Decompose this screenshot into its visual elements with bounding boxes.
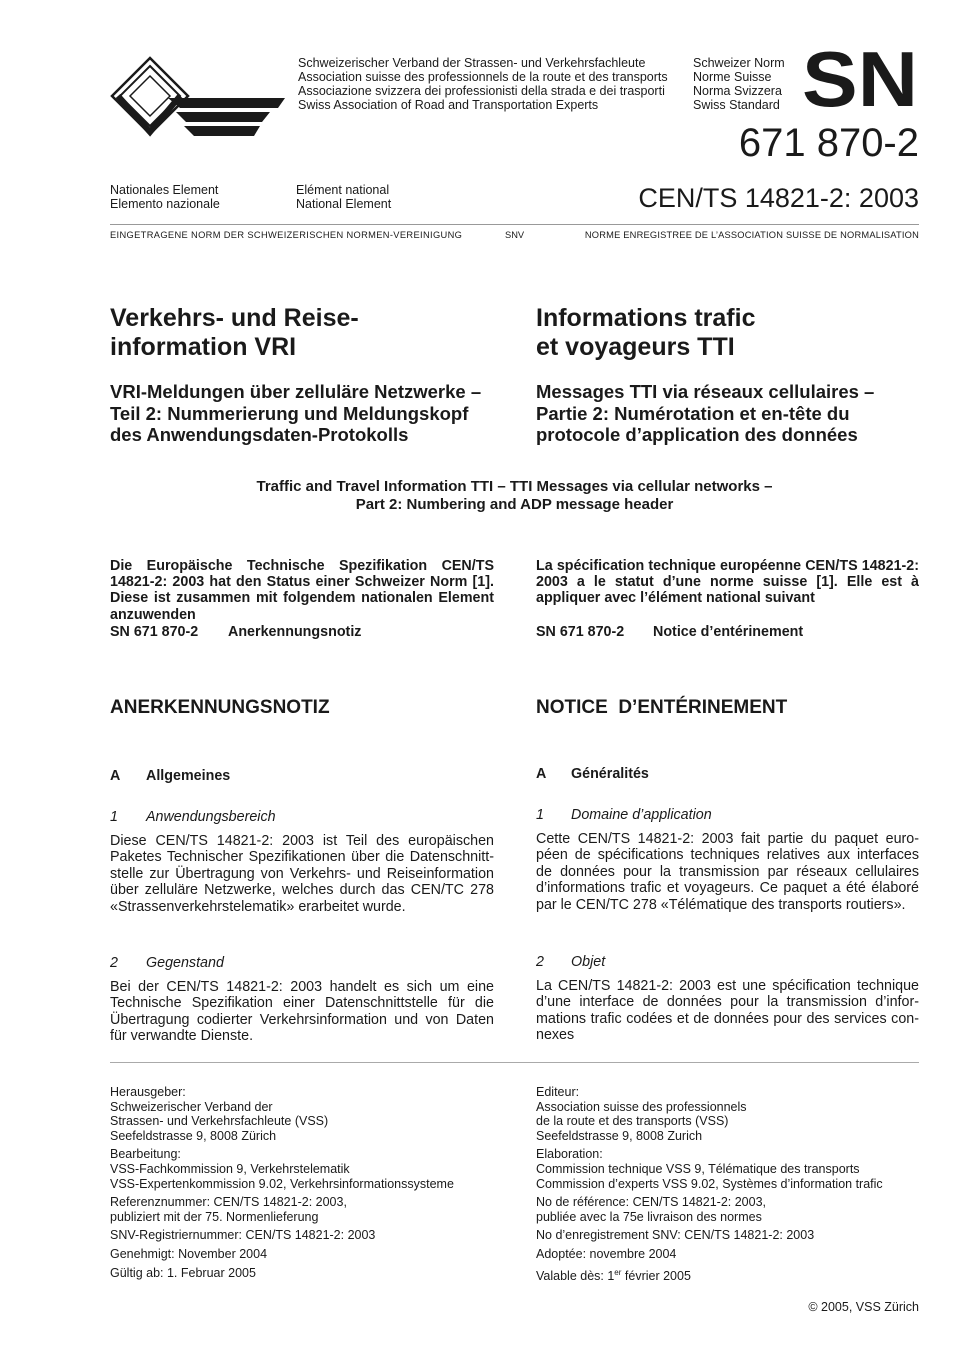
subsection-title: Objet (571, 954, 606, 970)
copyright: © 2005, VSS Zürich (808, 1300, 919, 1314)
registry-right: NORME ENREGISTREE DE L’ASSOCIATION SUISSE DE NORMALISATION (584, 230, 919, 240)
element-label: Elemento nazionale (110, 197, 220, 211)
subtitle-line: VRI-Meldungen über zelluläre Netzwerke – (110, 381, 482, 402)
paragraph-1-de: Diese CEN/TS 14821-2: 2003 ist Teil des europäischen Paketes Technischer Spezifikationen über die Datenschnitt-stelle zur Übertragung von Verkehrs- und Reiseinformation über zelluläre Netzwerke, welches durch das CEN/TC 278 «Strassenverkehrstelematik» erarbeitet wurde. (110, 833, 494, 915)
footer-line: Commission technique VSS 9, Télématique des transports (536, 1161, 860, 1176)
norm-line: Swiss Standard (693, 98, 780, 112)
national-element-fr (296, 183, 391, 211)
footer-group (536, 1085, 883, 1143)
title-en (110, 478, 919, 514)
title-en-line: Part 2: Numbering and ADP message header (355, 496, 674, 513)
status-fr: La spécification technique européenne CEN/TS 14821-2: 2003 a le statut d’une norme suisse [1]. Elle est à appliquer avec l’élément national suivant (536, 558, 919, 607)
subtitle-line: protocole d’application des données (536, 424, 858, 445)
org-line: Swiss Association of Road and Transportation Experts (298, 98, 599, 112)
footer-line: Gültig ab: 1. Februar 2005 (110, 1265, 256, 1280)
subsection-title: Gegenstand (146, 955, 224, 971)
section-title: Allgemeines (146, 768, 231, 784)
footer-group (536, 1266, 883, 1284)
subsection-number: 2 (110, 955, 118, 971)
footer-line: VSS-Fachkommission 9, Verkehrstelematik (110, 1161, 350, 1176)
footer-line: Bearbeitung: (110, 1147, 181, 1162)
status-de: Die Europäische Technische Spezifikation CEN/TS 14821-2: 2003 hat den Status einer Schweizer Norm [1]. Diese ist zusammen mit folgendem nationalen Element anzuwenden (110, 558, 494, 623)
footer-line: Herausgeber: (110, 1085, 186, 1099)
heading-fr: NOTICE D’ENTÉRINEMENT (536, 697, 788, 718)
footer-line: Seefeldstrasse 9, 8008 Zurich (536, 1128, 703, 1143)
subsection-1-de (110, 809, 276, 825)
title-line: Informations trafic (536, 304, 756, 332)
paragraph-2-de: Bei der CEN/TS 14821-2: 2003 handelt es sich um eine Technische Spezifikation einer Datenschnittstelle für die Übertragung codierter Verkehrsinformation und von Daten für verwandte Dienste. (110, 979, 494, 1045)
subtitle-fr (536, 381, 874, 446)
org-line: Association suisse des professionnels de la route et des transports (298, 70, 668, 84)
sn-mark (800, 44, 920, 114)
norm-line: Schweizer Norm (693, 56, 785, 70)
footer-line: Strassen- und Verkehrsfachleute (VSS) (110, 1114, 329, 1129)
ref-label: Anerkennungsnotiz (228, 624, 362, 640)
subsection-title: Anwendungsbereich (146, 809, 276, 825)
footer-group (536, 1147, 883, 1191)
footer-group (110, 1085, 454, 1143)
footer-line: Genehmigt: November 2004 (110, 1246, 268, 1261)
footer-line: publiziert mit der 75. Normenlieferung (110, 1209, 319, 1224)
footer-line: Association suisse des professionnels (536, 1099, 747, 1114)
element-label: Nationales Element (110, 183, 219, 197)
ref-label: Notice d’entérinement (653, 624, 804, 640)
footer-group (536, 1247, 883, 1262)
footer-line: Adoptée: novembre 2004 (536, 1246, 677, 1261)
footer-line: Commission d’experts VSS 9.02, Systèmes d’information trafic (536, 1176, 883, 1191)
subsection-2-de (110, 955, 224, 971)
element-label: National Element (296, 197, 392, 211)
valid-prefix: Valable dès: 1 (536, 1268, 615, 1283)
publisher-info-de (110, 1085, 454, 1284)
footer-group (536, 1195, 883, 1224)
footer-line: Elaboration: (536, 1147, 603, 1162)
title-fr (536, 304, 755, 362)
footer-line: publiée avec la 75e livraison des normes (536, 1209, 762, 1224)
section-a-fr (536, 766, 649, 782)
footer-line: Editeur: (536, 1085, 580, 1099)
footer-line: Seefeldstrasse 9, 8008 Zürich (110, 1128, 277, 1143)
paragraph-1-fr: Cette CEN/TS 14821-2: 2003 fait partie du paquet euro-péen de spécifications techniques relatives aux interfaces de données pour la transmission par réseaux cellulaires d’informations trafic et voyageurs. Ce paquet a été élaboré par le CEN/TC 278 «Télématique des transports routiers». (536, 831, 919, 913)
footer-line: No de référence: CEN/TS 14821-2: 2003, (536, 1195, 766, 1210)
subtitle-de (110, 381, 481, 446)
subtitle-line: Teil 2: Nummerierung und Meldungskopf (110, 402, 469, 424)
footer-line: No d’enregistrement SNV: CEN/TS 14821-2: 2003 (536, 1228, 815, 1243)
footer-group (110, 1228, 454, 1243)
title-en-line: Traffic and Travel Information TTI – TTI Messages via cellular networks – (256, 478, 773, 495)
ref-number: SN 671 870-2 (110, 624, 199, 640)
subsection-title: Domaine d’application (571, 807, 712, 823)
subsection-number: 2 (536, 954, 544, 970)
subtitle-line: des Anwendungsdaten-Protokolls (110, 424, 409, 445)
subsection-number: 1 (110, 809, 118, 825)
footer-group (110, 1266, 454, 1281)
title-line: Verkehrs- und Reise- (110, 304, 359, 332)
norm-line: Norme Suisse (693, 70, 772, 84)
footer-group (536, 1228, 883, 1243)
norm-line: Norma Svizzera (693, 84, 782, 98)
section-title: Généralités (571, 766, 649, 782)
vss-logo (110, 56, 290, 140)
subtitle-line: Partie 2: Numérotation et en-tête du (536, 402, 850, 424)
registry-left: EINGETRAGENE NORM DER SCHWEIZERISCHEN NORMEN-VEREINIGUNG (110, 230, 463, 240)
norm-type (693, 56, 785, 112)
footer-line: de la route et des transports (VSS) (536, 1114, 729, 1129)
footer-group (110, 1195, 454, 1224)
footer-group (110, 1147, 454, 1191)
footer-line: SNV-Registriernummer: CEN/TS 14821-2: 2003 (110, 1228, 376, 1243)
org-names (298, 56, 668, 112)
title-line: information VRI (110, 333, 297, 361)
heading-de: ANERKENNUNGSNOTIZ (110, 697, 330, 718)
status-fr-ref (536, 624, 804, 640)
footer-line: Schweizerischer Verband der (110, 1099, 273, 1114)
section-a-de (110, 768, 231, 784)
header-divider (110, 224, 919, 225)
publisher-info-fr (536, 1085, 883, 1287)
org-line: Schweizerischer Verband der Strassen- und Verkehrsfachleute (298, 56, 646, 70)
valid-from-fr (536, 1266, 883, 1284)
section-letter: A (110, 768, 121, 784)
footer-line: VSS-Expertenkommission 9.02, Verkehrsinformationssysteme (110, 1176, 454, 1191)
element-label: Elément national (296, 183, 390, 197)
paragraph-2-fr: La CEN/TS 14821-2: 2003 est une spécification technique d’une interface de données pour la transmission d’infor-mations trafic codées et de données pour des services con-nexes (536, 978, 919, 1044)
section-letter: A (536, 766, 547, 782)
footer-divider (110, 1062, 919, 1063)
subtitle-line: Messages TTI via réseaux cellulaires – (536, 381, 875, 402)
title-line: et voyageurs TTI (536, 333, 735, 361)
registry-mid: SNV (505, 230, 525, 240)
footer-group (110, 1247, 454, 1262)
subsection-2-fr (536, 954, 606, 970)
subsection-1-fr (536, 807, 712, 823)
ref-number: SN 671 870-2 (536, 624, 625, 640)
footer-line: Referenznummer: CEN/TS 14821-2: 2003, (110, 1195, 347, 1210)
subsection-number: 1 (536, 807, 544, 823)
national-element-de (110, 183, 220, 211)
valid-suffix: février 2005 (621, 1268, 691, 1283)
norm-number: 671 870-2 (738, 121, 919, 165)
valid-sup: er (614, 1267, 622, 1277)
org-line: Associazione svizzera dei professionisti della strada e dei trasporti (298, 84, 665, 98)
status-de-ref (110, 624, 362, 640)
cen-reference: CEN/TS 14821-2: 2003 (638, 183, 919, 213)
sn-mark-text: SN (802, 44, 918, 114)
title-de (110, 304, 359, 362)
